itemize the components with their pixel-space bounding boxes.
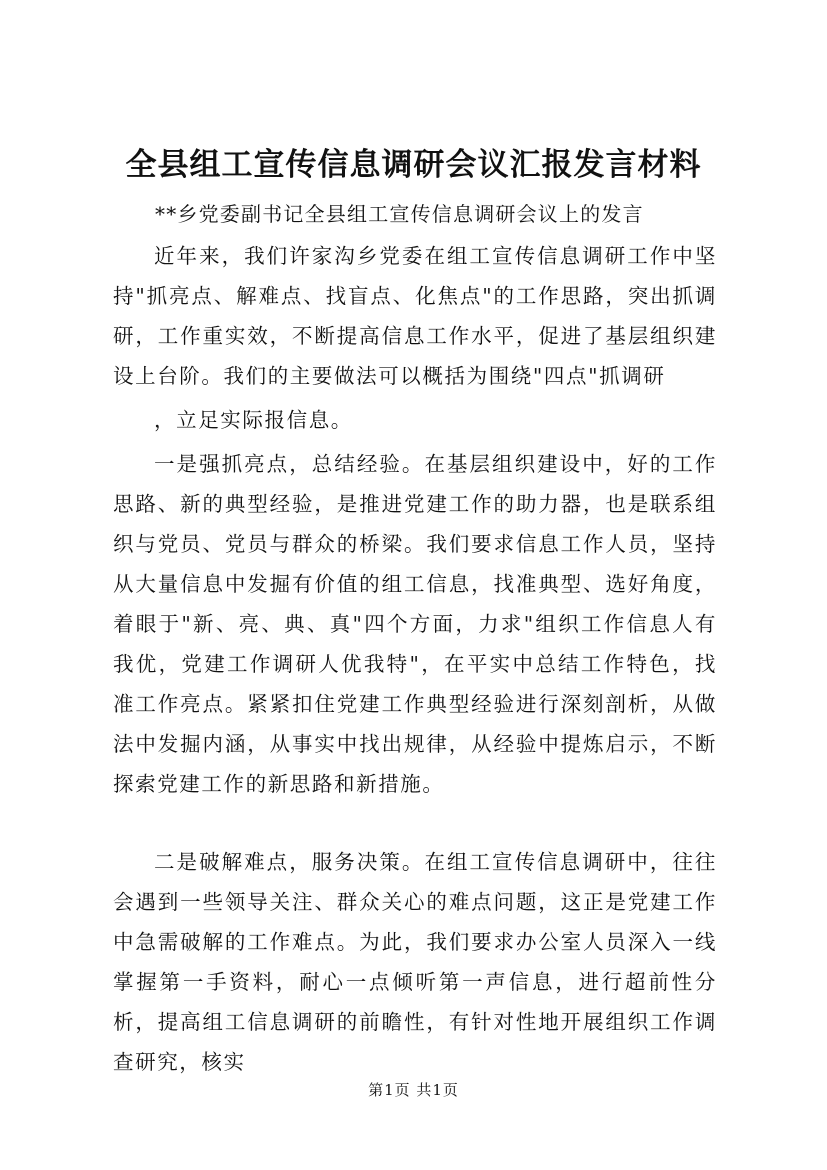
paragraph-difficulties: 二是破解难点，服务决策。在组工宣传信息调研中，往往会遇到一些领导关注、群众关心的难点问题，这正是党建工作中急需破解的工作难点。为此，我们要求办公室人员深入一线掌握第一手资料，耐心一点倾听第一声信息，进行超前性分析，提高组工信息调研的前瞻性，有针对性地开展组织工作调查研究，核实 xyxy=(113,850,717,1074)
paragraph-intro-continued: ，立足实际报信息。 xyxy=(154,408,353,432)
page-footer: 第1页 共1页 xyxy=(368,1081,459,1099)
paragraph-highlights: 一是强抓亮点，总结经验。在基层组织建设中，好的工作思路、新的典型经验，是推进党建工作的助力器，也是联系组织与党员、党员与群众的桥梁。我们要求信息工作人员，坚持从大量信息中发掘有价值的组工信息，找准典型、选好角度，着眼于"新、亮、典、真"四个方面，力求"组织工作信息人有我优，党建工作调研人优我特"，在平实中总结工作特色，找准工作亮点。紧紧扣住党建工作典型经验进行深刻剖析，从做法中发掘内涵，从事实中找出规律，从经验中提炼启示，不断探索党建工作的新思路和新措施。 xyxy=(113,452,717,796)
document-title: 全县组工宣传信息调研会议汇报发言材料 xyxy=(125,147,702,183)
document-subtitle: **乡党委副书记全县组工宣传信息调研会议上的发言 xyxy=(155,202,644,226)
paragraph-intro: 近年来，我们许家沟乡党委在组工宣传信息调研工作中坚持"抓亮点、解难点、找盲点、化焦点"的工作思路，突出抓调研，工作重实效，不断提高信息工作水平，促进了基层组织建设上台阶。我们的主要做法可以概括为围绕"四点"抓调研 xyxy=(113,244,717,388)
